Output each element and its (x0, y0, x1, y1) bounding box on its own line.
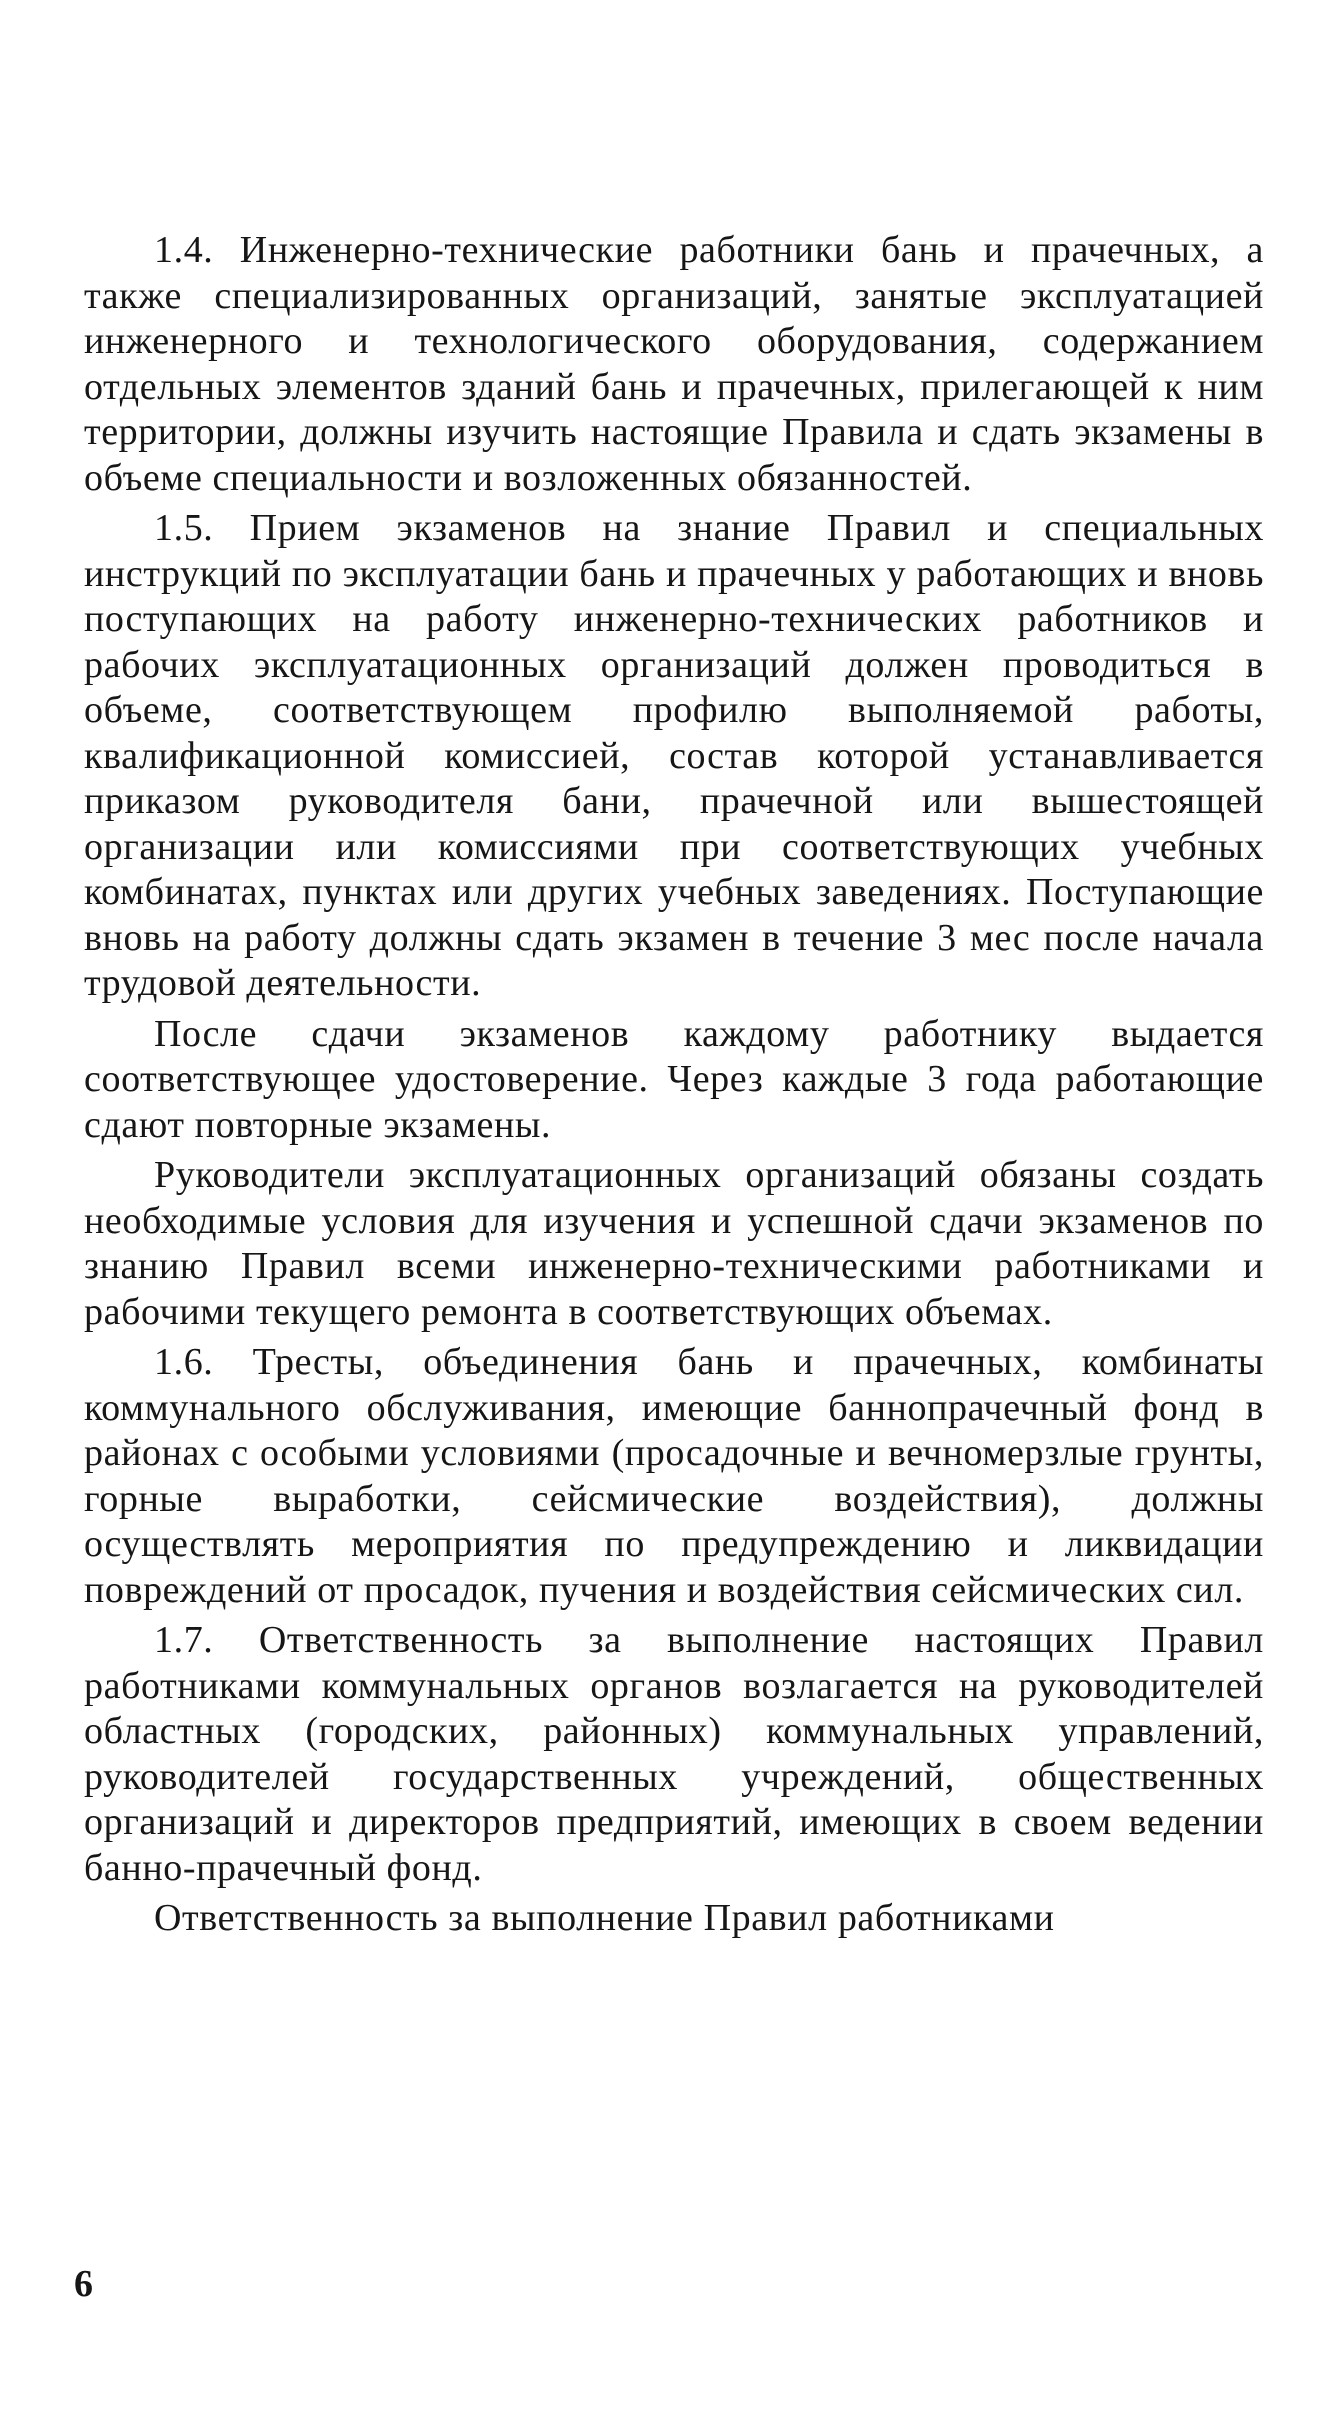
paragraph-1-4: 1.4. Инженерно-технические работники бань и прачечных, а также специализированных организаций, занятые эксплуатацией инженерного и технологического оборудования, содержанием отдельных элементов зданий бань и прачечных, прилегающей к ним территории, должны изучить настоящие Правила и сдать экзамены в объеме специальности и возложенных обязанностей. (84, 229, 1264, 499)
page-number: 6 (74, 2263, 93, 2305)
paragraph-managers-duties: Руководители эксплуатационных организаций обязаны создать необходимые условия для изучения и успешной сдачи экзаменов по знанию Правил всеми инженерно-техническими работниками и рабочими текущего ремонта в соответствующих объемах. (84, 1154, 1264, 1333)
paragraph-responsibility-continued: Ответственность за выполнение Правил работниками (154, 1897, 1055, 1939)
paragraph-1-5: 1.5. Прием экзаменов на знание Правил и специальных инструкций по эксплуатации бань и прачечных у работающих и вновь поступающих на работу инженерно-технических работников и рабочих эксплуатационных организаций должен проводиться в объеме, соответствующем профилю выполняемой работы, квалификационной комиссией, состав которой устанавливается приказом руководителя бани, прачечной или вышестоящей организации или комиссиями при соответствующих учебных комбинатах, пунктах или других учебных заведениях. Поступающие вновь на работу должны сдать экзамен в течение 3 мес после начала трудовой деятельности. (84, 507, 1264, 1004)
document-body (84, 228, 1264, 1947)
paragraph-1-6: 1.6. Тресты, объединения бань и прачечных, комбинаты коммунального обслуживания, имеющие баннопрачечный фонд в районах с особыми условиями (просадочные и вечномерзлые грунты, горные выработки, сейсмические воздействия), должны осуществлять мероприятия по предупреждению и ликвидации повреждений от просадок, пучения и воздействия сейсмических сил. (84, 1341, 1264, 1611)
paragraph-certificate: После сдачи экзаменов каждому работнику выдается соответствующее удостоверение. Через каждые 3 года работающие сдают повторные экзамены. (84, 1012, 1264, 1146)
paragraph-1-7: 1.7. Ответственность за выполнение настоящих Правил работниками коммунальных органов возлагается на руководителей областных (городских, районных) коммунальных управлений, руководителей государственных учреждений, общественных организаций и директоров предприятий, имеющих в своем ведении банно-прачечный фонд. (84, 1619, 1264, 1889)
